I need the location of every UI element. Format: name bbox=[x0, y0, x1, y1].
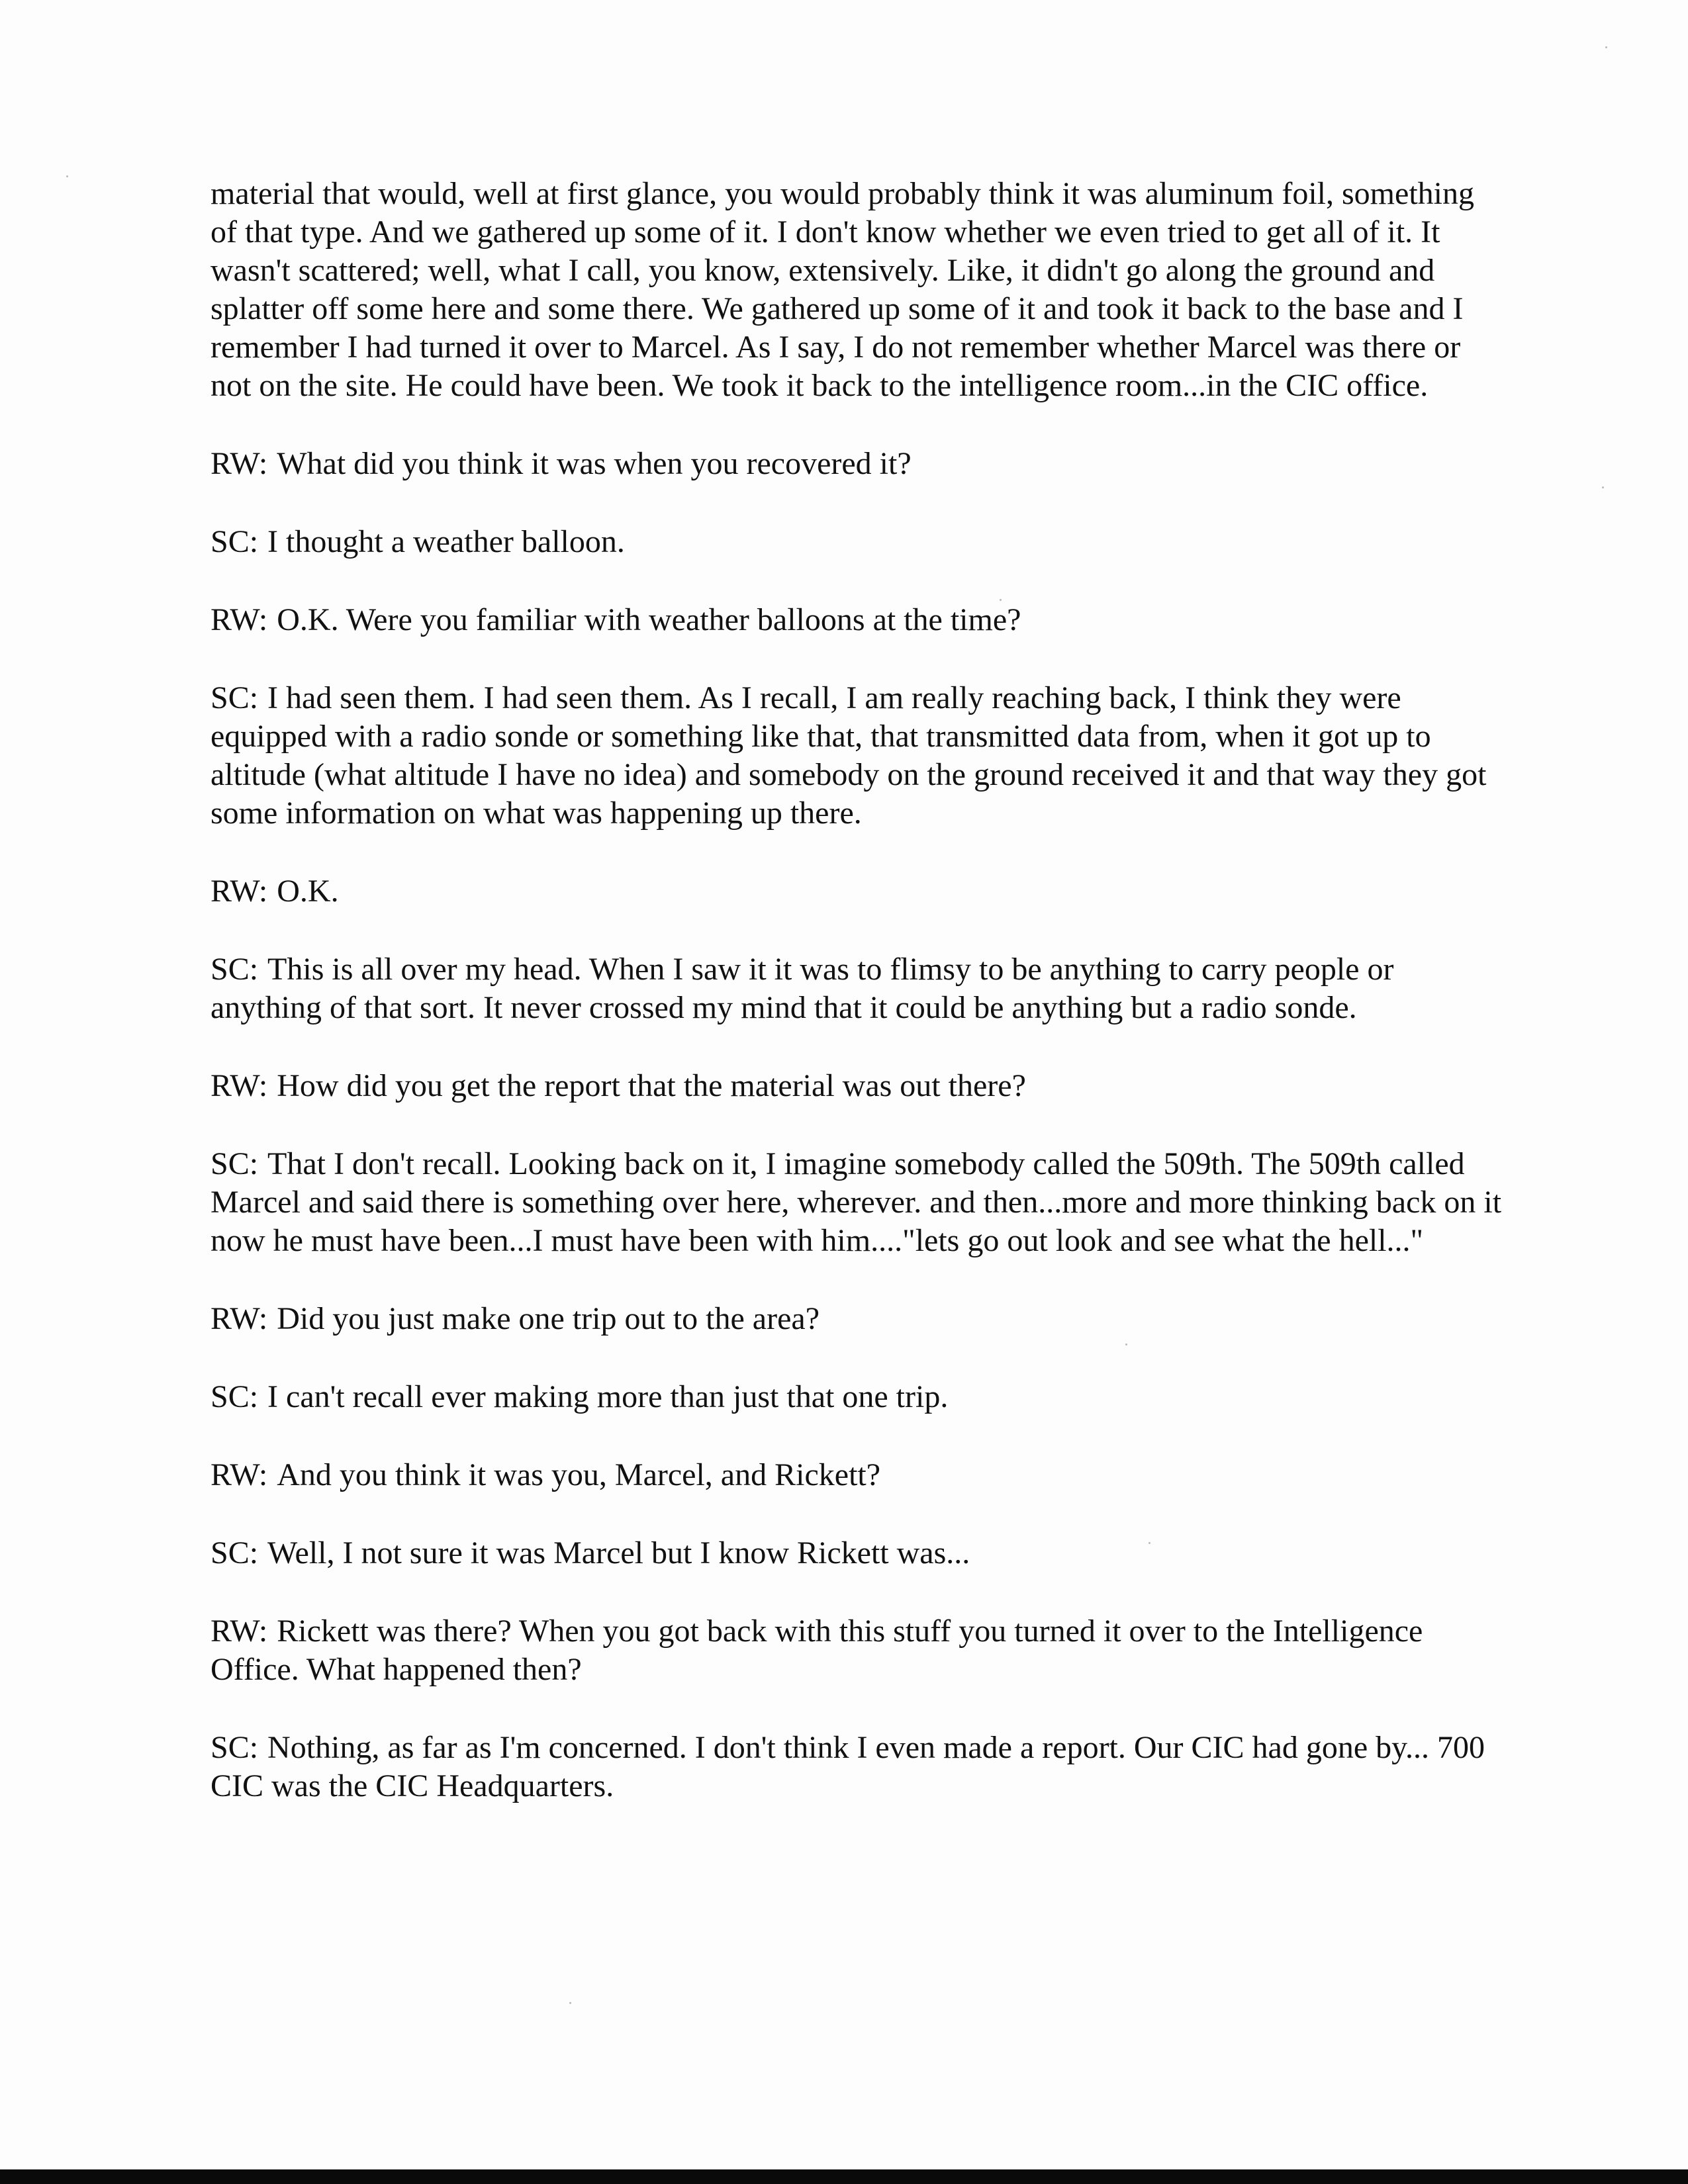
paragraph-text: This is all over my head. When I saw it it was to flimsy to be anything to carry people or anything of that sort. It never crossed my mind that it could be anything but a radio sonde. bbox=[211, 952, 1394, 1025]
paragraph-text: How did you get the report that the material was out there? bbox=[277, 1068, 1026, 1103]
paragraph-text: And you think it was you, Marcel, and Rickett? bbox=[277, 1457, 881, 1492]
transcript-paragraph-11 bbox=[211, 1456, 1508, 1494]
paragraph-text: O.K. Were you familiar with weather balloons at the time? bbox=[277, 602, 1021, 637]
transcript-paragraph-5 bbox=[211, 872, 1508, 911]
speaker-label: RW: bbox=[211, 446, 268, 481]
transcript-paragraph-10 bbox=[211, 1378, 1508, 1416]
scan-speck bbox=[1605, 46, 1607, 48]
scan-speck bbox=[66, 175, 68, 177]
transcript-paragraph-14 bbox=[211, 1729, 1508, 1805]
transcript-paragraph-0 bbox=[211, 175, 1508, 405]
paragraph-text: I thought a weather balloon. bbox=[267, 524, 625, 559]
paragraph-text: I had seen them. I had seen them. As I recall, I am really reaching back, I think they were equipped with a radio sonde or something like that, that transmitted data from, when it got up to altitude (what altitude I have no idea) and somebody on the ground received it and that way they got some information on what was happening up there. bbox=[211, 680, 1487, 831]
transcript-paragraph-9 bbox=[211, 1300, 1508, 1338]
speaker-label: RW: bbox=[211, 1301, 268, 1336]
speaker-label: RW: bbox=[211, 1068, 268, 1103]
speaker-label: RW: bbox=[211, 1457, 268, 1492]
scan-speck bbox=[1149, 1542, 1150, 1544]
speaker-label: RW: bbox=[211, 1614, 268, 1649]
transcript-paragraph-8 bbox=[211, 1145, 1508, 1260]
scan-bottom-edge bbox=[0, 2169, 1688, 2184]
speaker-label: RW: bbox=[211, 874, 268, 909]
transcript-body bbox=[211, 175, 1508, 1845]
speaker-label: SC: bbox=[211, 524, 259, 559]
transcript-paragraph-6 bbox=[211, 950, 1508, 1027]
scan-speck bbox=[569, 2002, 571, 2004]
paragraph-text: What did you think it was when you recovered it? bbox=[277, 446, 912, 481]
speaker-label: SC: bbox=[211, 952, 259, 987]
speaker-label: SC: bbox=[211, 1146, 259, 1181]
paragraph-text: Did you just make one trip out to the area? bbox=[277, 1301, 820, 1336]
transcript-paragraph-12 bbox=[211, 1534, 1508, 1572]
paragraph-text: Well, I not sure it was Marcel but I know Rickett was... bbox=[267, 1535, 970, 1570]
speaker-label: SC: bbox=[211, 1379, 259, 1414]
speaker-label: SC: bbox=[211, 680, 259, 715]
speaker-label: SC: bbox=[211, 1535, 259, 1570]
transcript-paragraph-3 bbox=[211, 601, 1508, 639]
transcript-paragraph-1 bbox=[211, 445, 1508, 483]
scan-speck bbox=[1000, 599, 1002, 601]
paragraph-text: Rickett was there? When you got back with this stuff you turned it over to the Intelligence Office. What happened then? bbox=[211, 1614, 1423, 1687]
paragraph-text: That I don't recall. Looking back on it, I imagine somebody called the 509th. The 509th called Marcel and said there is something over here, wherever. and then...more and more thinking back on it now he must have been...I must have been with him...."lets go out look and see what the hell..." bbox=[211, 1146, 1502, 1258]
transcript-paragraph-2 bbox=[211, 523, 1508, 561]
scan-speck bbox=[1125, 1343, 1127, 1345]
transcript-paragraph-13 bbox=[211, 1612, 1508, 1689]
scan-speck bbox=[1602, 486, 1604, 488]
paragraph-text: O.K. bbox=[277, 874, 339, 909]
transcript-paragraph-7 bbox=[211, 1067, 1508, 1105]
transcript-paragraph-4 bbox=[211, 679, 1508, 833]
paragraph-text: Nothing, as far as I'm concerned. I don't think I even made a report. Our CIC had gone by... 700 CIC was the CIC Headquarters. bbox=[211, 1730, 1485, 1803]
paragraph-text: I can't recall ever making more than just that one trip. bbox=[267, 1379, 949, 1414]
speaker-label: RW: bbox=[211, 602, 268, 637]
paragraph-text: material that would, well at first glance, you would probably think it was aluminum foil, something of that type. And we gathered up some of it. I don't know whether we even tried to get all of it. It wasn't scattered; well, what I call, you know, extensively. Like, it didn't go along the ground and splatter off some here and some there. We gathered up some of it and took it back to the base and I remember I had turned it over to Marcel. As I say, I do not remember whether Marcel was there or not on the site. He could have been. We took it back to the intelligence room...in the CIC office. bbox=[211, 176, 1474, 403]
speaker-label: SC: bbox=[211, 1730, 259, 1765]
